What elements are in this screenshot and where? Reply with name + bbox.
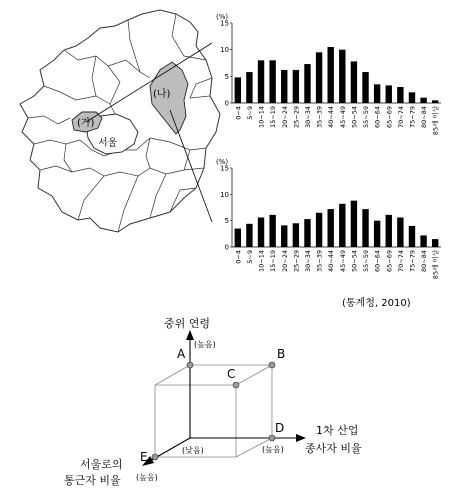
x-tick-label: 65~69: [385, 106, 394, 128]
x-tick-label: 85세 이상: [431, 250, 440, 280]
x-tick-label: 65~69: [385, 250, 394, 272]
bar-17: [432, 100, 438, 103]
y-tick-label: 0: [224, 99, 229, 108]
x-tick-label: 15~19: [269, 106, 278, 128]
district-border: [128, 20, 150, 78]
x-tick-label: 60~64: [373, 106, 382, 128]
leader-line-ga: [86, 43, 212, 122]
x-tick-label: 0~4: [234, 106, 243, 120]
axis-y-high: (높음): [136, 473, 158, 482]
x-tick-label: 25~29: [292, 250, 301, 272]
bar-11: [362, 209, 368, 247]
axis-y-title-line1: 서울로의: [80, 458, 123, 471]
bar-8: [328, 47, 334, 103]
x-tick-label: 40~44: [327, 250, 336, 272]
x-tick-label: 45~49: [338, 106, 347, 128]
bar-6: [304, 219, 310, 247]
bar-9: [339, 50, 345, 103]
x-tick-label: 30~34: [303, 250, 312, 272]
cube-edge: [236, 365, 272, 385]
bar-4: [281, 70, 287, 103]
axis-z-high: (높음): [194, 340, 216, 349]
district-border: [34, 140, 80, 144]
x-tick-label: 35~39: [315, 106, 324, 128]
bar-16: [420, 235, 426, 247]
axis-z-arrowhead: [186, 330, 194, 340]
point-a-label: A: [177, 347, 186, 361]
bar-15: [409, 226, 415, 247]
bar-0: [235, 77, 241, 103]
bar-12: [374, 221, 380, 247]
axis-x-arrowhead: [296, 434, 306, 442]
bar-14: [397, 218, 403, 247]
bar-1: [246, 72, 252, 103]
district-border: [184, 148, 206, 170]
x-tick-label: 70~74: [396, 106, 405, 128]
point-c-marker: [233, 382, 239, 388]
x-tick-label: 5~9: [245, 106, 254, 120]
bar-13: [386, 215, 392, 247]
bar-11: [362, 72, 368, 103]
x-tick-label: 55~59: [362, 250, 371, 272]
x-tick-label: 50~54: [350, 250, 359, 272]
x-tick-label: 10~14: [257, 106, 266, 128]
bar-1: [246, 224, 252, 247]
bar-7: [316, 213, 322, 247]
bar-8: [328, 209, 334, 247]
district-border: [104, 168, 204, 176]
x-tick-label: 85세 이상: [431, 106, 440, 136]
district-border: [64, 144, 72, 172]
district-border: [150, 174, 166, 218]
x-tick-label: 30~34: [303, 106, 312, 128]
x-tick-label: 50~54: [350, 106, 359, 128]
district-border: [190, 78, 212, 98]
x-tick-label: 70~74: [396, 250, 405, 272]
y-tick-label: 5: [224, 72, 229, 81]
axis-z-title: 중위 연령: [164, 317, 211, 330]
x-tick-label: 0~4: [234, 250, 243, 264]
bar-7: [316, 52, 322, 103]
bar-9: [339, 204, 345, 247]
bar-14: [397, 87, 403, 103]
y-tick-label: 15: [220, 164, 229, 173]
bar-2: [258, 60, 264, 103]
x-tick-label: 45~49: [338, 250, 347, 272]
axis-x-title-line2: 종사자 비율: [305, 442, 362, 455]
x-tick-label: 25~29: [292, 106, 301, 128]
axis-origin-low: (낮음): [182, 446, 204, 455]
bar-12: [374, 84, 380, 103]
district-border: [92, 56, 96, 96]
point-e-label: E: [140, 450, 148, 464]
point-d-label: D: [275, 421, 285, 435]
cube-edge: [155, 365, 190, 385]
district-border: [78, 176, 104, 220]
bar-4: [281, 225, 287, 247]
point-c-label: C: [227, 367, 236, 381]
source-caption: (통계청, 2010): [342, 298, 411, 309]
x-tick-label: 60~64: [373, 250, 382, 272]
x-tick-label: 20~24: [280, 106, 289, 128]
region-ga-label: (가): [77, 118, 95, 129]
chart-unit-label: (%): [216, 13, 229, 21]
bar-13: [386, 85, 392, 103]
bar-10: [351, 61, 357, 103]
x-tick-label: 5~9: [245, 250, 254, 264]
seoul-label: 서울: [98, 138, 118, 149]
age-chart-ga: [216, 13, 441, 135]
y-tick-label: 0: [224, 243, 229, 252]
chart-unit-label: (%): [216, 158, 229, 166]
x-tick-label: 80~84: [420, 106, 429, 128]
y-tick-label: 10: [220, 190, 229, 199]
district-border: [40, 166, 104, 176]
district-border: [118, 176, 138, 232]
district-border: [44, 86, 110, 104]
x-tick-label: 75~79: [408, 250, 417, 272]
bar-5: [293, 223, 299, 247]
district-border: [64, 50, 140, 72]
x-tick-label: 80~84: [420, 250, 429, 272]
point-a-marker: [187, 362, 193, 368]
y-tick-label: 10: [220, 46, 229, 55]
x-tick-label: 75~79: [408, 106, 417, 128]
point-b-marker: [269, 362, 275, 368]
bar-10: [351, 201, 357, 247]
bar-3: [269, 60, 275, 103]
bar-15: [409, 92, 415, 103]
y-tick-label: 5: [224, 217, 229, 226]
bar-0: [235, 229, 241, 247]
point-d-marker: [269, 435, 275, 441]
bar-2: [258, 218, 264, 247]
district-border: [108, 66, 120, 104]
x-tick-label: 10~14: [257, 250, 266, 272]
age-chart-na: [216, 158, 441, 279]
x-tick-label: 15~19: [269, 250, 278, 272]
point-e-marker: [152, 454, 158, 460]
x-tick-label: 20~24: [280, 250, 289, 272]
x-tick-label: 40~44: [327, 106, 336, 128]
bar-5: [293, 70, 299, 103]
axis-x-high: (높음): [262, 445, 284, 454]
cube-diagram: [64, 316, 362, 487]
district-border: [146, 138, 150, 168]
bar-6: [304, 64, 310, 103]
bar-17: [432, 239, 438, 247]
point-b-label: B: [277, 347, 286, 361]
bar-16: [420, 98, 426, 103]
x-tick-label: 55~59: [362, 106, 371, 128]
x-tick-label: 35~39: [315, 250, 324, 272]
axis-x-title-line1: 1차 산업: [316, 424, 359, 437]
bar-3: [269, 215, 275, 247]
district-border: [28, 116, 70, 124]
axis-y-title-line2: 통근자 비율: [64, 474, 121, 487]
y-tick-label: 15: [220, 19, 229, 28]
region-na-label: (나): [153, 89, 171, 100]
